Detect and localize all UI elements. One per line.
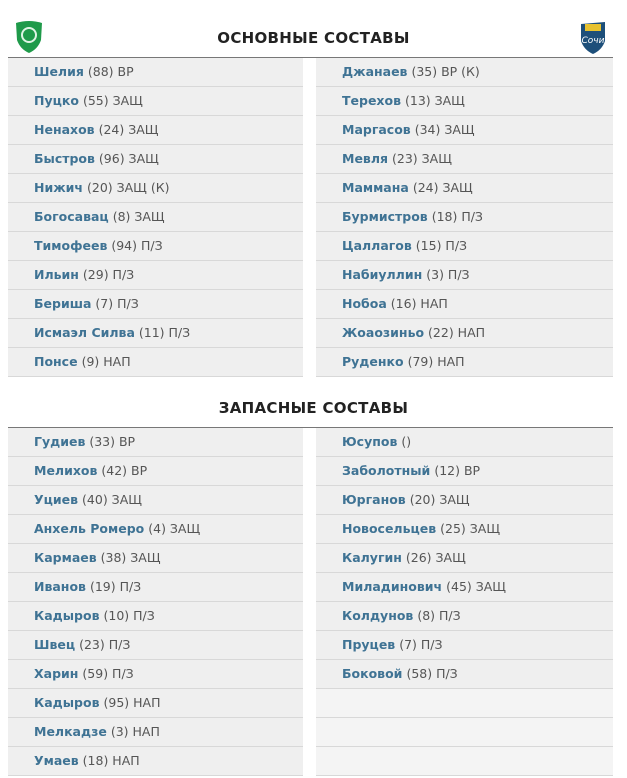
player-row bbox=[8, 116, 303, 145]
player-name[interactable]: Кармаев bbox=[34, 550, 97, 565]
player-info: (96) ЗАЩ bbox=[98, 151, 159, 166]
player-row bbox=[316, 544, 613, 573]
subs-title: ЗАПАСНЫЕ СОСТАВЫ bbox=[218, 399, 409, 417]
player-info: (58) П/З bbox=[406, 666, 458, 681]
player-row bbox=[8, 457, 303, 486]
player-info: (8) ЗАЩ bbox=[112, 209, 165, 224]
player-row bbox=[8, 87, 303, 116]
player-row bbox=[8, 145, 303, 174]
player-row bbox=[316, 515, 613, 544]
player-row bbox=[8, 58, 303, 87]
player-row bbox=[316, 290, 613, 319]
player-row bbox=[316, 573, 613, 602]
player-info: (18) П/З bbox=[431, 209, 483, 224]
away-team-logo bbox=[577, 19, 609, 55]
player-row bbox=[8, 428, 303, 457]
starters-title: ОСНОВНЫЕ СОСТАВЫ bbox=[217, 29, 410, 47]
player-name[interactable]: Гудиев bbox=[34, 434, 86, 449]
player-row bbox=[316, 631, 613, 660]
player-info: (3) П/З bbox=[426, 267, 470, 282]
player-row bbox=[316, 660, 613, 689]
player-row bbox=[316, 174, 613, 203]
player-name[interactable]: Харин bbox=[34, 666, 79, 681]
player-info: (7) П/З bbox=[95, 296, 139, 311]
player-info: (3) НАП bbox=[110, 724, 160, 739]
player-name[interactable]: Мелкадзе bbox=[34, 724, 107, 739]
player-info: (26) ЗАЩ bbox=[405, 550, 466, 565]
player-row bbox=[8, 689, 303, 718]
player-name[interactable]: Бериша bbox=[34, 296, 92, 311]
player-row bbox=[316, 602, 613, 631]
player-row bbox=[316, 428, 613, 457]
player-name[interactable]: Бурмистров bbox=[342, 209, 428, 224]
home-starters-list bbox=[8, 58, 303, 377]
player-name[interactable]: Быстров bbox=[34, 151, 95, 166]
player-row bbox=[316, 87, 613, 116]
player-row bbox=[316, 58, 613, 87]
player-name[interactable]: Мелихов bbox=[34, 463, 98, 478]
player-info: (18) НАП bbox=[82, 753, 140, 768]
player-row bbox=[8, 290, 303, 319]
player-info: (55) ЗАЩ bbox=[82, 93, 143, 108]
player-info: (24) ЗАЩ bbox=[412, 180, 473, 195]
player-name[interactable]: Миладинович bbox=[342, 579, 443, 594]
player-row bbox=[316, 319, 613, 348]
player-name[interactable]: Набиуллин bbox=[342, 267, 423, 282]
player-name[interactable]: Иванов bbox=[34, 579, 86, 594]
player-info: (16) НАП bbox=[390, 296, 448, 311]
player-name[interactable]: Калугин bbox=[342, 550, 402, 565]
player-name[interactable]: Кадыров bbox=[34, 608, 100, 623]
player-name[interactable]: Тимофеев bbox=[34, 238, 108, 253]
player-row bbox=[8, 174, 303, 203]
player-row bbox=[8, 747, 303, 776]
player-info: (15) П/З bbox=[415, 238, 468, 253]
player-name[interactable]: Юрганов bbox=[342, 492, 406, 507]
player-row bbox=[8, 319, 303, 348]
player-row bbox=[8, 232, 303, 261]
player-info: (20) ЗАЩ bbox=[409, 492, 470, 507]
player-info: (22) НАП bbox=[428, 325, 486, 340]
player-name[interactable]: Нобоа bbox=[342, 296, 387, 311]
home-subs-list bbox=[8, 428, 303, 776]
player-name[interactable]: Терехов bbox=[342, 93, 401, 108]
player-row bbox=[8, 261, 303, 290]
player-info: (34) ЗАЩ bbox=[414, 122, 475, 137]
player-name[interactable]: Джанаев bbox=[342, 64, 408, 79]
empty-row bbox=[316, 689, 613, 718]
player-name[interactable]: Ильин bbox=[34, 267, 79, 282]
player-info: (20) ЗАЩ (К) bbox=[86, 180, 170, 195]
player-info: (95) НАП bbox=[103, 695, 161, 710]
player-name[interactable]: Богосавац bbox=[34, 209, 109, 224]
player-name[interactable]: Колдунов bbox=[342, 608, 414, 623]
player-info: (35) ВР (К) bbox=[411, 64, 480, 79]
player-name[interactable]: Новосельцев bbox=[342, 521, 437, 536]
empty-row bbox=[316, 718, 613, 747]
player-info: () bbox=[401, 434, 412, 449]
player-row bbox=[316, 457, 613, 486]
player-name[interactable]: Жоаозиньо bbox=[342, 325, 425, 340]
player-name[interactable]: Нижич bbox=[34, 180, 83, 195]
player-row bbox=[8, 660, 303, 689]
empty-row bbox=[316, 747, 613, 776]
player-info: (79) НАП bbox=[407, 354, 465, 369]
player-row bbox=[316, 486, 613, 515]
player-name[interactable]: Исмаэл Силва bbox=[34, 325, 135, 340]
player-info: (29) П/З bbox=[82, 267, 135, 282]
player-name[interactable]: Маммана bbox=[342, 180, 409, 195]
player-info: (10) П/З bbox=[103, 608, 155, 623]
player-info: (7) П/З bbox=[399, 637, 443, 652]
player-row bbox=[8, 602, 303, 631]
player-info: (25) ЗАЩ bbox=[440, 521, 501, 536]
player-name[interactable]: Пруцев bbox=[342, 637, 396, 652]
player-name[interactable]: Шелия bbox=[34, 64, 84, 79]
player-info: (8) П/З bbox=[417, 608, 461, 623]
away-starters-list bbox=[316, 58, 613, 377]
player-info: (9) НАП bbox=[81, 354, 131, 369]
player-info: (12) ВР bbox=[434, 463, 481, 478]
player-name[interactable]: Уциев bbox=[34, 492, 79, 507]
player-info: (40) ЗАЩ bbox=[82, 492, 142, 507]
player-info: (19) П/З bbox=[89, 579, 142, 594]
player-name[interactable]: Ненахов bbox=[34, 122, 95, 137]
player-name[interactable]: Умаев bbox=[34, 753, 79, 768]
player-row bbox=[8, 544, 303, 573]
player-row bbox=[316, 232, 613, 261]
player-name[interactable]: Анхель Ромеро bbox=[34, 521, 145, 536]
player-name[interactable]: Цаллагов bbox=[342, 238, 412, 253]
player-info: (23) ЗАЩ bbox=[392, 151, 452, 166]
player-row bbox=[316, 261, 613, 290]
player-name[interactable]: Маргасов bbox=[342, 122, 411, 137]
player-info: (94) П/З bbox=[111, 238, 163, 253]
player-row bbox=[316, 116, 613, 145]
player-name[interactable]: Швец bbox=[34, 637, 76, 652]
player-name[interactable]: Понсе bbox=[34, 354, 78, 369]
player-info: (11) П/З bbox=[138, 325, 191, 340]
away-subs-list bbox=[316, 428, 613, 776]
player-row bbox=[8, 631, 303, 660]
player-row bbox=[8, 348, 303, 377]
player-info: (24) ЗАЩ bbox=[98, 122, 159, 137]
player-row bbox=[316, 145, 613, 174]
player-name[interactable]: Мевля bbox=[342, 151, 389, 166]
svg-text:Сочи: Сочи bbox=[581, 36, 605, 46]
player-row bbox=[316, 348, 613, 377]
player-info: (38) ЗАЩ bbox=[100, 550, 161, 565]
player-info: (33) ВР bbox=[89, 434, 136, 449]
player-row bbox=[8, 573, 303, 602]
player-name[interactable]: Боковой bbox=[342, 666, 403, 681]
player-name[interactable]: Кадыров bbox=[34, 695, 100, 710]
player-name[interactable]: Юсупов bbox=[342, 434, 398, 449]
player-name[interactable]: Пуцко bbox=[34, 93, 79, 108]
player-row bbox=[8, 515, 303, 544]
player-info: (88) ВР bbox=[87, 64, 134, 79]
player-name[interactable]: Руденко bbox=[342, 354, 404, 369]
player-info: (59) П/З bbox=[82, 666, 134, 681]
player-row bbox=[8, 718, 303, 747]
player-info: (4) ЗАЩ bbox=[148, 521, 201, 536]
player-info: (45) ЗАЩ bbox=[446, 579, 506, 594]
player-row bbox=[8, 486, 303, 515]
player-info: (23) П/З bbox=[79, 637, 131, 652]
player-row bbox=[316, 203, 613, 232]
player-info: (42) ВР bbox=[101, 463, 148, 478]
player-row bbox=[8, 203, 303, 232]
player-name[interactable]: Заболотный bbox=[342, 463, 431, 478]
player-info: (13) ЗАЩ bbox=[404, 93, 465, 108]
